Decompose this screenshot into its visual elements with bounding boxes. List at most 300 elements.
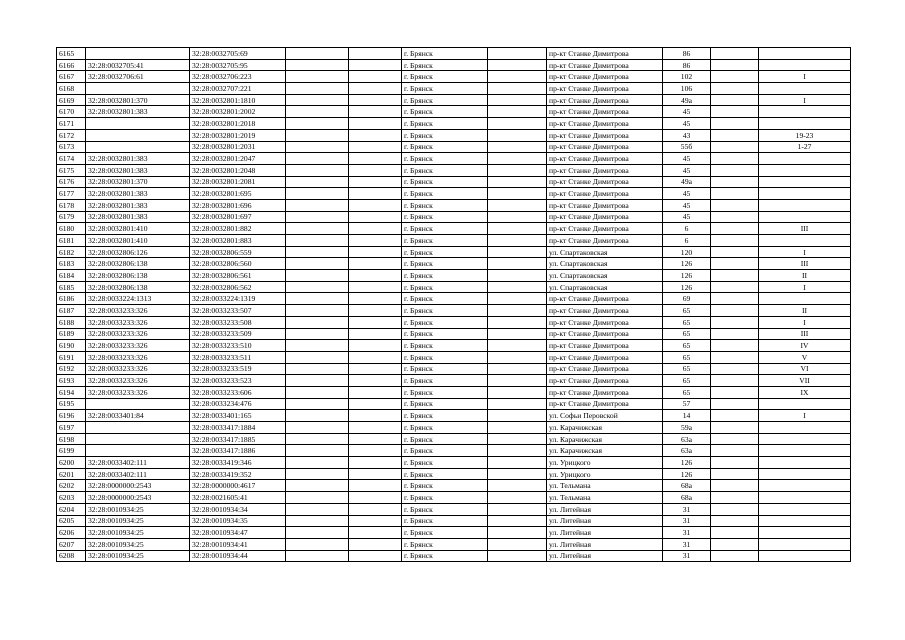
record-number: 6198 [57, 433, 86, 445]
empty-cell [488, 316, 547, 328]
empty-cell [286, 164, 349, 176]
empty-cell [488, 538, 547, 550]
premises-number [759, 538, 851, 550]
record-number: 6182 [57, 246, 86, 258]
parent-cadastral-number: 32:28:0032801:370 [86, 176, 190, 188]
cadastral-number: 32:28:0032806:561 [190, 270, 286, 282]
empty-cell [711, 129, 759, 141]
premises-number [759, 48, 851, 60]
city: г. Брянск [402, 340, 488, 352]
empty-cell [488, 480, 547, 492]
record-number: 6176 [57, 176, 86, 188]
cadastral-number: 32:28:0032806:560 [190, 258, 286, 270]
empty-cell [488, 48, 547, 60]
cadastral-number: 32:28:0032801:882 [190, 223, 286, 235]
record-number: 6183 [57, 258, 86, 270]
parent-cadastral-number: 32:28:0033402:111 [86, 468, 190, 480]
street: ул. Спартаковская [547, 281, 663, 293]
premises-number [759, 293, 851, 305]
city: г. Брянск [402, 492, 488, 504]
empty-cell [286, 410, 349, 422]
premises-number: V [759, 351, 851, 363]
house-number: 31 [663, 515, 711, 527]
parent-cadastral-number: 32:28:0032706:61 [86, 71, 190, 83]
house-number: 86 [663, 59, 711, 71]
table-row [57, 515, 851, 527]
empty-cell [488, 164, 547, 176]
cadastral-number: 32:28:0032801:2048 [190, 164, 286, 176]
street: пр-кт Станке Димитрова [547, 340, 663, 352]
empty-cell [349, 176, 402, 188]
record-number: 6206 [57, 527, 86, 539]
empty-cell [711, 141, 759, 153]
empty-cell [488, 141, 547, 153]
table-row [57, 375, 851, 387]
premises-number: 1-27 [759, 141, 851, 153]
city: г. Брянск [402, 293, 488, 305]
house-number: 43 [663, 129, 711, 141]
empty-cell [286, 550, 349, 562]
premises-number: II [759, 270, 851, 282]
empty-cell [286, 199, 349, 211]
empty-cell [349, 410, 402, 422]
empty-cell [349, 316, 402, 328]
premises-number: I [759, 94, 851, 106]
city: г. Брянск [402, 211, 488, 223]
street: пр-кт Станке Димитрова [547, 59, 663, 71]
parent-cadastral-number: 32:28:0010934:25 [86, 550, 190, 562]
table-row [57, 199, 851, 211]
record-number: 6167 [57, 71, 86, 83]
empty-cell [711, 48, 759, 60]
empty-cell [711, 211, 759, 223]
cadastral-number: 32:28:0033419:346 [190, 457, 286, 469]
street: ул. Спартаковская [547, 258, 663, 270]
parent-cadastral-number: 32:28:0010934:25 [86, 503, 190, 515]
empty-cell [488, 527, 547, 539]
record-number: 6166 [57, 59, 86, 71]
cadastral-number: 32:28:0033224:1319 [190, 293, 286, 305]
street: пр-кт Станке Димитрова [547, 211, 663, 223]
table-row [57, 316, 851, 328]
house-number: 49а [663, 94, 711, 106]
empty-cell [286, 527, 349, 539]
street: ул. Спартаковская [547, 270, 663, 282]
empty-cell [711, 316, 759, 328]
record-number: 6180 [57, 223, 86, 235]
city: г. Брянск [402, 527, 488, 539]
empty-cell [349, 293, 402, 305]
empty-cell [286, 468, 349, 480]
house-number: 31 [663, 503, 711, 515]
city: г. Брянск [402, 176, 488, 188]
empty-cell [488, 281, 547, 293]
city: г. Брянск [402, 118, 488, 130]
empty-cell [711, 188, 759, 200]
cadastral-number: 32:28:0032801:697 [190, 211, 286, 223]
premises-number: I [759, 281, 851, 293]
cadastral-number: 32:28:0033234:476 [190, 398, 286, 410]
table-row [57, 492, 851, 504]
empty-cell [711, 492, 759, 504]
empty-cell [711, 176, 759, 188]
street: ул. Литейная [547, 538, 663, 550]
table-row [57, 328, 851, 340]
house-number: 45 [663, 153, 711, 165]
table-row [57, 188, 851, 200]
empty-cell [711, 235, 759, 247]
city: г. Брянск [402, 468, 488, 480]
record-number: 6193 [57, 375, 86, 387]
record-number: 6190 [57, 340, 86, 352]
empty-cell [349, 141, 402, 153]
city: г. Брянск [402, 141, 488, 153]
empty-cell [488, 457, 547, 469]
house-number: 65 [663, 363, 711, 375]
premises-number: IX [759, 386, 851, 398]
record-number: 6203 [57, 492, 86, 504]
city: г. Брянск [402, 503, 488, 515]
premises-number [759, 188, 851, 200]
record-number: 6199 [57, 445, 86, 457]
cadastral-number: 32:28:0033233:606 [190, 386, 286, 398]
street: пр-кт Станке Димитрова [547, 375, 663, 387]
city: г. Брянск [402, 83, 488, 95]
parent-cadastral-number [86, 48, 190, 60]
table-row [57, 527, 851, 539]
premises-number: I [759, 316, 851, 328]
city: г. Брянск [402, 538, 488, 550]
premises-number [759, 398, 851, 410]
cadastral-number: 32:28:0032705:95 [190, 59, 286, 71]
street: пр-кт Станке Димитрова [547, 164, 663, 176]
house-number: 45 [663, 118, 711, 130]
premises-number [759, 59, 851, 71]
city: г. Брянск [402, 433, 488, 445]
record-number: 6173 [57, 141, 86, 153]
cadastral-number: 32:28:0033401:165 [190, 410, 286, 422]
parent-cadastral-number: 32:28:0033233:326 [86, 386, 190, 398]
empty-cell [286, 106, 349, 118]
table-row [57, 164, 851, 176]
street: ул. Спартаковская [547, 246, 663, 258]
empty-cell [349, 48, 402, 60]
house-number: 45 [663, 211, 711, 223]
premises-number [759, 457, 851, 469]
empty-cell [349, 375, 402, 387]
empty-cell [286, 515, 349, 527]
empty-cell [488, 503, 547, 515]
record-number: 6172 [57, 129, 86, 141]
table-row [57, 106, 851, 118]
premises-number [759, 199, 851, 211]
city: г. Брянск [402, 375, 488, 387]
parent-cadastral-number: 32:28:0033233:326 [86, 305, 190, 317]
empty-cell [349, 59, 402, 71]
table-row [57, 176, 851, 188]
premises-number: VI [759, 363, 851, 375]
empty-cell [349, 246, 402, 258]
empty-cell [488, 59, 547, 71]
parent-cadastral-number: 32:28:0032801:383 [86, 106, 190, 118]
parent-cadastral-number: 32:28:0033224:1313 [86, 293, 190, 305]
empty-cell [349, 305, 402, 317]
parent-cadastral-number [86, 445, 190, 457]
empty-cell [349, 492, 402, 504]
table-row [57, 141, 851, 153]
premises-number: I [759, 246, 851, 258]
street: пр-кт Станке Димитрова [547, 305, 663, 317]
city: г. Брянск [402, 129, 488, 141]
empty-cell [349, 270, 402, 282]
record-number: 6177 [57, 188, 86, 200]
empty-cell [286, 94, 349, 106]
city: г. Брянск [402, 106, 488, 118]
parent-cadastral-number: 32:28:0010934:25 [86, 538, 190, 550]
empty-cell [286, 71, 349, 83]
record-number: 6187 [57, 305, 86, 317]
house-number: 31 [663, 538, 711, 550]
empty-cell [349, 468, 402, 480]
cadastral-number: 32:28:0032801:2019 [190, 129, 286, 141]
table-row [57, 129, 851, 141]
cadastral-number: 32:28:0032806:562 [190, 281, 286, 293]
empty-cell [488, 305, 547, 317]
street: пр-кт Станке Димитрова [547, 129, 663, 141]
empty-cell [349, 422, 402, 434]
cadastral-number: 32:28:0010934:41 [190, 538, 286, 550]
house-number: 6 [663, 223, 711, 235]
empty-cell [286, 293, 349, 305]
house-number: 65 [663, 375, 711, 387]
table-row [57, 468, 851, 480]
city: г. Брянск [402, 316, 488, 328]
city: г. Брянск [402, 445, 488, 457]
table-row [57, 235, 851, 247]
empty-cell [286, 211, 349, 223]
empty-cell [286, 480, 349, 492]
premises-number [759, 527, 851, 539]
premises-number [759, 83, 851, 95]
street: пр-кт Станке Димитрова [547, 328, 663, 340]
street: пр-кт Станке Димитрова [547, 176, 663, 188]
table-row [57, 246, 851, 258]
record-number: 6191 [57, 351, 86, 363]
parent-cadastral-number: 32:28:0032801:410 [86, 235, 190, 247]
street: ул. Карачижская [547, 445, 663, 457]
empty-cell [711, 527, 759, 539]
cadastral-number: 32:28:0033233:511 [190, 351, 286, 363]
house-number: 31 [663, 550, 711, 562]
empty-cell [488, 410, 547, 422]
empty-cell [286, 328, 349, 340]
cadastral-number: 32:28:0032705:69 [190, 48, 286, 60]
record-number: 6208 [57, 550, 86, 562]
record-number: 6181 [57, 235, 86, 247]
city: г. Брянск [402, 164, 488, 176]
city: г. Брянск [402, 351, 488, 363]
empty-cell [286, 258, 349, 270]
record-number: 6168 [57, 83, 86, 95]
empty-cell [488, 153, 547, 165]
empty-cell [488, 270, 547, 282]
empty-cell [711, 83, 759, 95]
empty-cell [488, 328, 547, 340]
parent-cadastral-number: 32:28:0032801:383 [86, 153, 190, 165]
empty-cell [286, 503, 349, 515]
parent-cadastral-number [86, 398, 190, 410]
empty-cell [711, 328, 759, 340]
parent-cadastral-number: 32:28:0032801:370 [86, 94, 190, 106]
premises-number: II [759, 305, 851, 317]
empty-cell [488, 422, 547, 434]
table-row [57, 351, 851, 363]
premises-number [759, 468, 851, 480]
empty-cell [349, 106, 402, 118]
empty-cell [711, 199, 759, 211]
premises-number [759, 480, 851, 492]
record-number: 6185 [57, 281, 86, 293]
city: г. Брянск [402, 188, 488, 200]
empty-cell [488, 515, 547, 527]
cadastral-number: 32:28:0000000:4617 [190, 480, 286, 492]
empty-cell [488, 258, 547, 270]
street: пр-кт Станке Димитрова [547, 141, 663, 153]
empty-cell [286, 351, 349, 363]
empty-cell [488, 246, 547, 258]
city: г. Брянск [402, 94, 488, 106]
house-number: 57 [663, 398, 711, 410]
empty-cell [349, 550, 402, 562]
empty-cell [488, 118, 547, 130]
house-number: 65 [663, 351, 711, 363]
empty-cell [349, 129, 402, 141]
empty-cell [488, 550, 547, 562]
empty-cell [488, 433, 547, 445]
empty-cell [488, 211, 547, 223]
cadastral-number: 32:28:0010934:47 [190, 527, 286, 539]
premises-number: III [759, 223, 851, 235]
premises-number: VII [759, 375, 851, 387]
empty-cell [711, 270, 759, 282]
empty-cell [349, 118, 402, 130]
premises-number [759, 153, 851, 165]
premises-number: III [759, 328, 851, 340]
cadastral-number: 32:28:0010934:34 [190, 503, 286, 515]
empty-cell [349, 83, 402, 95]
city: г. Брянск [402, 328, 488, 340]
cadastral-number: 32:28:0032801:883 [190, 235, 286, 247]
table-row [57, 153, 851, 165]
empty-cell [286, 59, 349, 71]
house-number: 45 [663, 188, 711, 200]
parent-cadastral-number [86, 129, 190, 141]
empty-cell [711, 550, 759, 562]
table-row [57, 538, 851, 550]
parent-cadastral-number: 32:28:0032801:410 [86, 223, 190, 235]
empty-cell [488, 223, 547, 235]
premises-number [759, 550, 851, 562]
cadastral-number: 32:28:0032801:1810 [190, 94, 286, 106]
parent-cadastral-number: 32:28:0032806:138 [86, 258, 190, 270]
street: пр-кт Станке Димитрова [547, 106, 663, 118]
record-number: 6189 [57, 328, 86, 340]
table-row [57, 550, 851, 562]
record-number: 6192 [57, 363, 86, 375]
city: г. Брянск [402, 71, 488, 83]
cadastral-number: 32:28:0032806:559 [190, 246, 286, 258]
premises-number [759, 422, 851, 434]
empty-cell [711, 503, 759, 515]
premises-number [759, 433, 851, 445]
parent-cadastral-number: 32:28:0032801:383 [86, 188, 190, 200]
cadastral-number: 32:28:0033419:352 [190, 468, 286, 480]
empty-cell [488, 235, 547, 247]
city: г. Брянск [402, 281, 488, 293]
parent-cadastral-number: 32:28:0033233:326 [86, 375, 190, 387]
record-number: 6171 [57, 118, 86, 130]
record-number: 6170 [57, 106, 86, 118]
house-number: 106 [663, 83, 711, 95]
empty-cell [488, 293, 547, 305]
record-number: 6175 [57, 164, 86, 176]
street: ул. Тельмана [547, 480, 663, 492]
empty-cell [711, 293, 759, 305]
empty-cell [711, 223, 759, 235]
cadastral-number: 32:28:0032801:696 [190, 199, 286, 211]
city: г. Брянск [402, 235, 488, 247]
city: г. Брянск [402, 270, 488, 282]
empty-cell [286, 305, 349, 317]
record-number: 6169 [57, 94, 86, 106]
premises-number: I [759, 71, 851, 83]
table-row [57, 223, 851, 235]
city: г. Брянск [402, 457, 488, 469]
empty-cell [286, 492, 349, 504]
cadastral-number: 32:28:0033417:1884 [190, 422, 286, 434]
registry-table-body [57, 48, 851, 562]
empty-cell [349, 351, 402, 363]
house-number: 65 [663, 316, 711, 328]
city: г. Брянск [402, 363, 488, 375]
empty-cell [286, 281, 349, 293]
parent-cadastral-number [86, 141, 190, 153]
empty-cell [711, 258, 759, 270]
empty-cell [488, 129, 547, 141]
empty-cell [349, 258, 402, 270]
empty-cell [711, 351, 759, 363]
house-number: 59а [663, 422, 711, 434]
table-row [57, 386, 851, 398]
registry-table [56, 47, 851, 562]
empty-cell [286, 83, 349, 95]
house-number: 86 [663, 48, 711, 60]
empty-cell [286, 153, 349, 165]
street: пр-кт Станке Димитрова [547, 153, 663, 165]
empty-cell [286, 246, 349, 258]
empty-cell [711, 106, 759, 118]
table-row [57, 445, 851, 457]
record-number: 6207 [57, 538, 86, 550]
record-number: 6195 [57, 398, 86, 410]
premises-number [759, 164, 851, 176]
empty-cell [349, 211, 402, 223]
empty-cell [711, 340, 759, 352]
street: пр-кт Станке Димитрова [547, 71, 663, 83]
empty-cell [286, 363, 349, 375]
table-row [57, 211, 851, 223]
house-number: 126 [663, 468, 711, 480]
